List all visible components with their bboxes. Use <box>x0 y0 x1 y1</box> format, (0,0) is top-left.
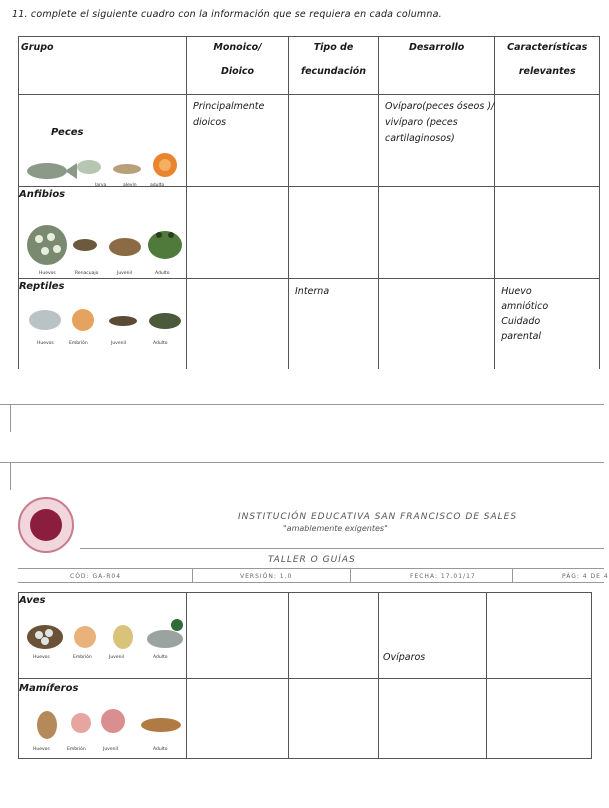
cell-mamiferos-monoico <box>187 679 289 759</box>
cell-reptiles-tipo <box>289 279 379 369</box>
peces-monoico-line1: Principalmente <box>193 101 265 112</box>
reptiles-car-line4: parental <box>501 331 542 342</box>
aves-caption-2: Embrión <box>73 655 92 660</box>
anfibios-caption-2: Renacuajo <box>75 271 99 276</box>
reptiles-caption-1: Huevos <box>37 341 54 346</box>
reptiles-car-line1: Huevo <box>501 286 532 297</box>
meta-sep-1 <box>192 568 193 582</box>
reptiles-tipo-value: Interna <box>295 286 330 297</box>
header-fecundacion-label: fecundación <box>300 66 367 77</box>
aves-caption-3: Juvenil <box>109 655 124 660</box>
cell-aves-grupo <box>19 593 187 679</box>
reptiles-caption-4: Adulto <box>153 341 168 346</box>
header-desarrollo <box>379 37 495 95</box>
header-monoico <box>187 37 289 95</box>
peces-desarrollo-line3: cartilaginosos) <box>385 133 455 144</box>
page-corner-mark <box>10 404 11 432</box>
meta-page: PÁG: 4 DE 4 <box>562 573 609 580</box>
peces-monoico-line2: dioicos <box>193 117 227 128</box>
peces-label: Peces <box>51 127 84 138</box>
page-edge-line <box>0 404 604 405</box>
aves-caption-4: Adulto <box>153 655 168 660</box>
cell-reptiles-grupo <box>19 279 187 369</box>
mamiferos-caption-3: Juvenil <box>103 747 118 752</box>
peces-caption-1: larva <box>95 183 107 188</box>
aves-label: Aves <box>19 595 46 606</box>
meta-sep-3 <box>512 568 513 582</box>
anfibios-caption-1: Huevos <box>39 271 56 276</box>
header-caracteristicas-label: Características <box>507 42 588 53</box>
school-name: INSTITUCIÓN EDUCATIVA SAN FRANCISCO DE SALES <box>238 512 518 522</box>
row-reptiles <box>19 279 600 369</box>
header-dioico-label: Dioico <box>220 66 255 77</box>
anfibios-caption-4: Adulto <box>155 271 170 276</box>
lower-table <box>18 592 592 759</box>
upper-table <box>18 36 600 369</box>
cell-mamiferos-desarrollo <box>379 679 487 759</box>
header-caracteristicas <box>495 37 600 95</box>
cell-aves-tipo <box>289 593 379 679</box>
row-aves <box>19 593 592 679</box>
header-grupo-label: Grupo <box>21 42 54 53</box>
reptiles-label: Reptiles <box>19 281 65 292</box>
cell-anfibios-desarrollo <box>379 187 495 279</box>
cell-peces-caracteristicas <box>495 95 600 187</box>
peces-caption-3: adulto <box>150 183 165 188</box>
header-grupo <box>19 37 187 95</box>
turtle-lifecycle-icon <box>25 305 185 335</box>
meta-date: FECHA: 17.01/17 <box>410 573 476 580</box>
row-anfibios <box>19 187 600 279</box>
cell-aves-desarrollo <box>379 593 487 679</box>
cell-anfibios-tipo <box>289 187 379 279</box>
cell-reptiles-desarrollo <box>379 279 495 369</box>
peces-desarrollo-line2: vivíparo (peces <box>385 117 458 128</box>
reptiles-caption-3: Juvenil <box>111 341 126 346</box>
cell-peces-tipo <box>289 95 379 187</box>
header-tipo-label: Tipo de <box>313 42 354 53</box>
cell-reptiles-monoico <box>187 279 289 369</box>
mammal-lifecycle-icon <box>25 701 185 741</box>
reptiles-car-line3: Cuidado <box>501 316 541 327</box>
header-desarrollo-label: Desarrollo <box>408 42 465 53</box>
aves-caption-1: Huevos <box>33 655 50 660</box>
peces-caption-2: alevín <box>123 183 137 188</box>
mamiferos-caption-1: Huevos <box>33 747 50 752</box>
instruction-text: 11. complete el siguiente cuadro con la información que se requiera en cada columna. <box>12 9 442 20</box>
cell-mamiferos-tipo <box>289 679 379 759</box>
reptiles-car-line2: amniótico <box>501 301 549 312</box>
cell-mamiferos-grupo <box>19 679 187 759</box>
header-row <box>19 37 600 95</box>
mamiferos-caption-2: Embrión <box>67 747 86 752</box>
bird-lifecycle-icon <box>25 611 185 655</box>
anfibios-caption-3: Juvenil <box>117 271 132 276</box>
meta-sep-2 <box>350 568 351 582</box>
aves-desarrollo-value: Ovíparos <box>383 652 426 663</box>
frog-lifecycle-icon <box>25 223 185 267</box>
peces-desarrollo-line1: Ovíparo(peces óseos )/ <box>385 101 495 112</box>
header-divider <box>80 548 604 549</box>
meta-divider-bottom <box>18 582 604 583</box>
cell-aves-caracteristicas <box>487 593 592 679</box>
meta-code: CÓD: GA-R04 <box>70 573 122 580</box>
row-peces <box>19 95 600 187</box>
anfibios-label: Anfibios <box>19 189 66 200</box>
cell-peces-grupo <box>19 95 187 187</box>
page-edge-line-2 <box>0 462 604 463</box>
cell-anfibios-caracteristicas <box>495 187 600 279</box>
school-logo-icon <box>18 497 74 553</box>
mamiferos-label: Mamíferos <box>19 683 79 694</box>
page-corner-mark-2 <box>10 462 11 490</box>
school-motto: "amablemente exigentes" <box>283 524 388 533</box>
row-mamiferos <box>19 679 592 759</box>
meta-divider-top <box>18 568 604 569</box>
cell-reptiles-caracteristicas <box>495 279 600 369</box>
header-tipo <box>289 37 379 95</box>
cell-peces-desarrollo <box>379 95 495 187</box>
header-relevantes-label: relevantes <box>518 66 576 77</box>
cell-aves-monoico <box>187 593 289 679</box>
cell-anfibios-grupo <box>19 187 187 279</box>
reptiles-caption-2: Embrión <box>69 341 88 346</box>
meta-version: VERSIÓN: 1.0 <box>240 573 293 580</box>
cell-mamiferos-caracteristicas <box>487 679 592 759</box>
mamiferos-caption-4: Adulto <box>153 747 168 752</box>
cell-anfibios-monoico <box>187 187 289 279</box>
cell-peces-monoico <box>187 95 289 187</box>
header-monoico-label: Monoico/ <box>213 42 262 53</box>
document-type: TALLER O GUÍAS <box>268 555 356 565</box>
